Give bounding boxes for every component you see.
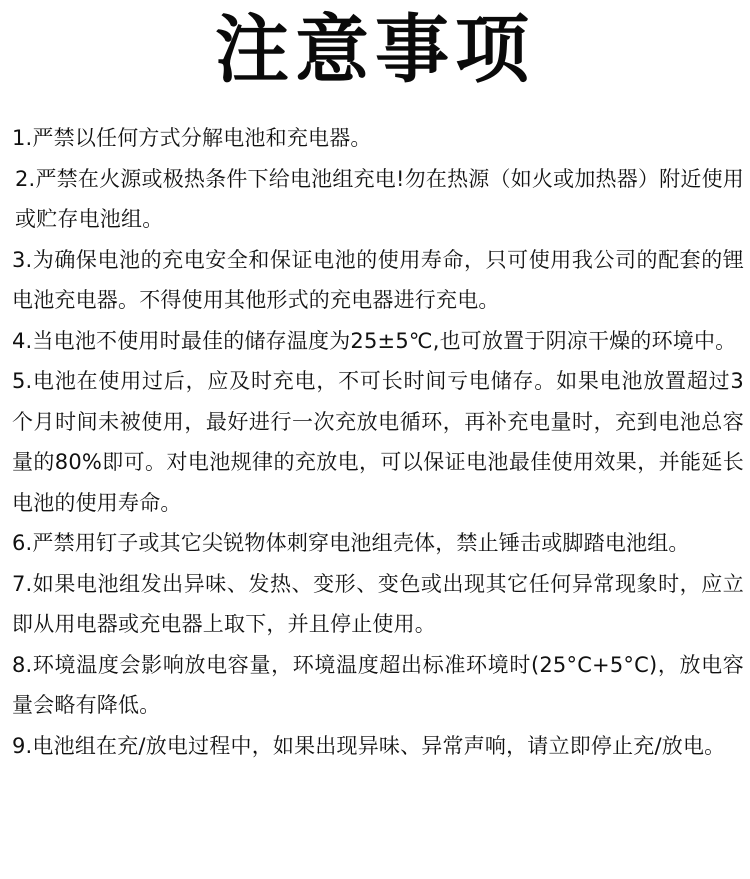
note-item-8: 8.环境温度会影响放电容量，环境温度超出标准环境时(25°C+5°C)，放电容量会略有降低。 — [12, 652, 744, 717]
page-title: 注意事项 — [215, 7, 535, 93]
note-item-6: 6.严禁用钉子或其它尖锐物体刺穿电池组壳体，禁止锤击或脚踏电池组。 — [12, 531, 690, 555]
note-item-2: 2.严禁在火源或极热条件下给电池组充电!勿在热源（如火或加热器）附近使用或贮存电池组。 — [15, 166, 744, 231]
note-item-5: 5.电池在使用过后，应及时充电，不可长时间亏电储存。如果电池放置超过3个月时间未被使用，最好进行一次充放电循环，再补充电量时，充到电池总容量的80%即可。对电池规律的充放电，可以保证电池最佳使用效果，并能延长电池的使用寿命。 — [12, 369, 744, 515]
note-item-9: 9.电池组在充/放电过程中，如果出现异味、异常声响，请立即停止充/放电。 — [12, 733, 726, 758]
notes-list — [12, 118, 744, 766]
note-item-7: 7.如果电池组发出异味、发热、变形、变色或出现其它任何异常现象时，应立即从用电器或充电器上取下，并且停止使用。 — [12, 571, 744, 636]
note-item-3: 3.为确保电池的充电安全和保证电池的使用寿命，只可使用我公司的配套的锂电池充电器。不得使用其他形式的充电器进行充电。 — [12, 247, 744, 312]
note-item-4: 4.当电池不使用时最佳的储存温度为25±5℃,也可放置于阴凉干燥的环境中。 — [12, 328, 737, 353]
note-item-1: 1.严禁以任何方式分解电池和充电器。 — [12, 126, 372, 150]
